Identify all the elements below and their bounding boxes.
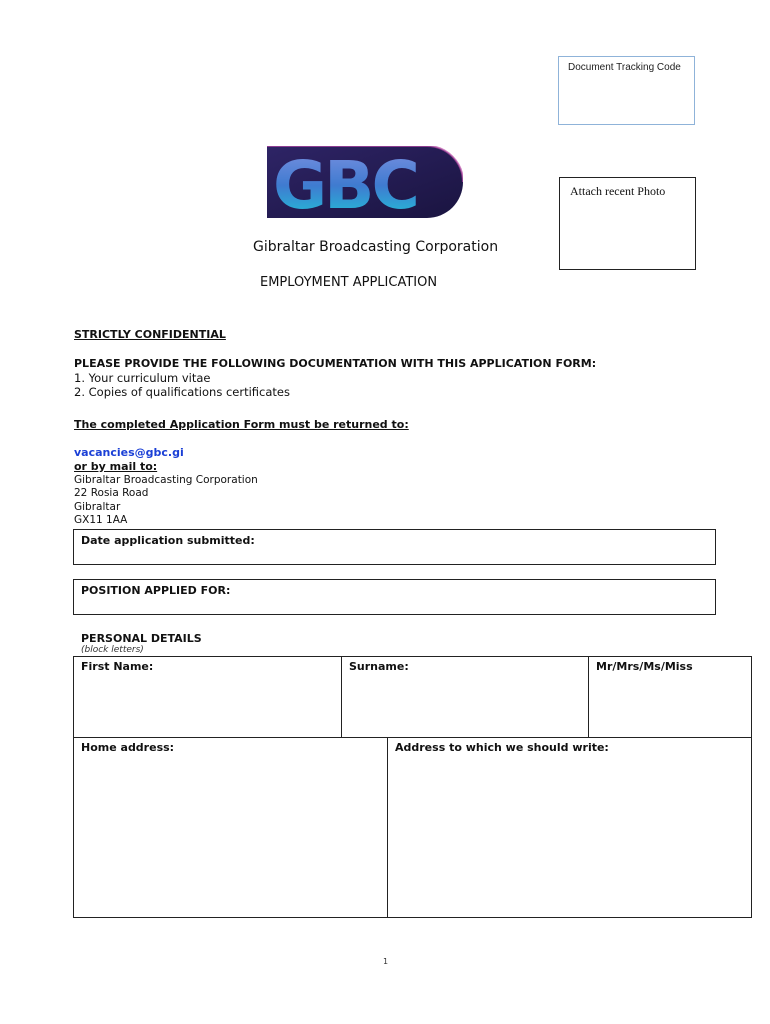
- documentation-item: 1. Your curriculum vitae: [74, 371, 211, 385]
- attach-photo-label: Attach recent Photo: [570, 184, 666, 198]
- position-applied-field[interactable]: [73, 579, 716, 615]
- logo-text: GBC: [273, 147, 417, 218]
- correspondence-address-label: Address to which we should write:: [395, 741, 609, 754]
- return-contact: [74, 446, 258, 527]
- page-number: 1: [383, 957, 389, 966]
- tracking-code-label: Document Tracking Code: [568, 62, 681, 73]
- surname-field[interactable]: [341, 656, 589, 738]
- return-heading: The completed Application Form must be returned to:: [74, 418, 409, 431]
- date-submitted-label: Date application submitted:: [81, 534, 255, 547]
- contact-email-link[interactable]: vacancies@gbc.gi: [74, 446, 184, 459]
- first-name-label: First Name:: [81, 660, 154, 673]
- documentation-item: 2. Copies of qualifications certificates: [74, 385, 290, 399]
- mail-label: or by mail to:: [74, 460, 158, 473]
- position-applied-label: POSITION APPLIED FOR:: [81, 584, 231, 597]
- address-line: GX11 1AA: [74, 513, 128, 526]
- address-line: 22 Rosia Road: [74, 487, 149, 500]
- title-label: Mr/Mrs/Ms/Miss: [596, 660, 693, 673]
- home-address-field[interactable]: [73, 737, 388, 918]
- home-address-label: Home address:: [81, 741, 175, 754]
- personal-details-heading: PERSONAL DETAILS: [81, 632, 202, 645]
- title-field[interactable]: [588, 656, 752, 738]
- first-name-field[interactable]: [73, 656, 342, 738]
- correspondence-address-field[interactable]: [387, 737, 752, 918]
- attach-photo-box[interactable]: [559, 177, 696, 270]
- form-title: EMPLOYMENT APPLICATION: [260, 275, 438, 290]
- block-letters-note: (block letters): [81, 645, 144, 655]
- confidential-notice: STRICTLY CONFIDENTIAL: [74, 328, 226, 341]
- documentation-section: [74, 357, 596, 399]
- surname-label: Surname:: [349, 660, 409, 673]
- address-line: Gibraltar: [74, 500, 121, 513]
- address-line: Gibraltar Broadcasting Corporation: [74, 474, 258, 486]
- documentation-heading: PLEASE PROVIDE THE FOLLOWING DOCUMENTATION WITH THIS APPLICATION FORM:: [74, 357, 597, 370]
- company-name: Gibraltar Broadcasting Corporation: [253, 239, 499, 255]
- date-submitted-field[interactable]: [73, 529, 716, 565]
- gbc-logo: [267, 146, 463, 218]
- document-tracking-code-box[interactable]: [558, 56, 695, 125]
